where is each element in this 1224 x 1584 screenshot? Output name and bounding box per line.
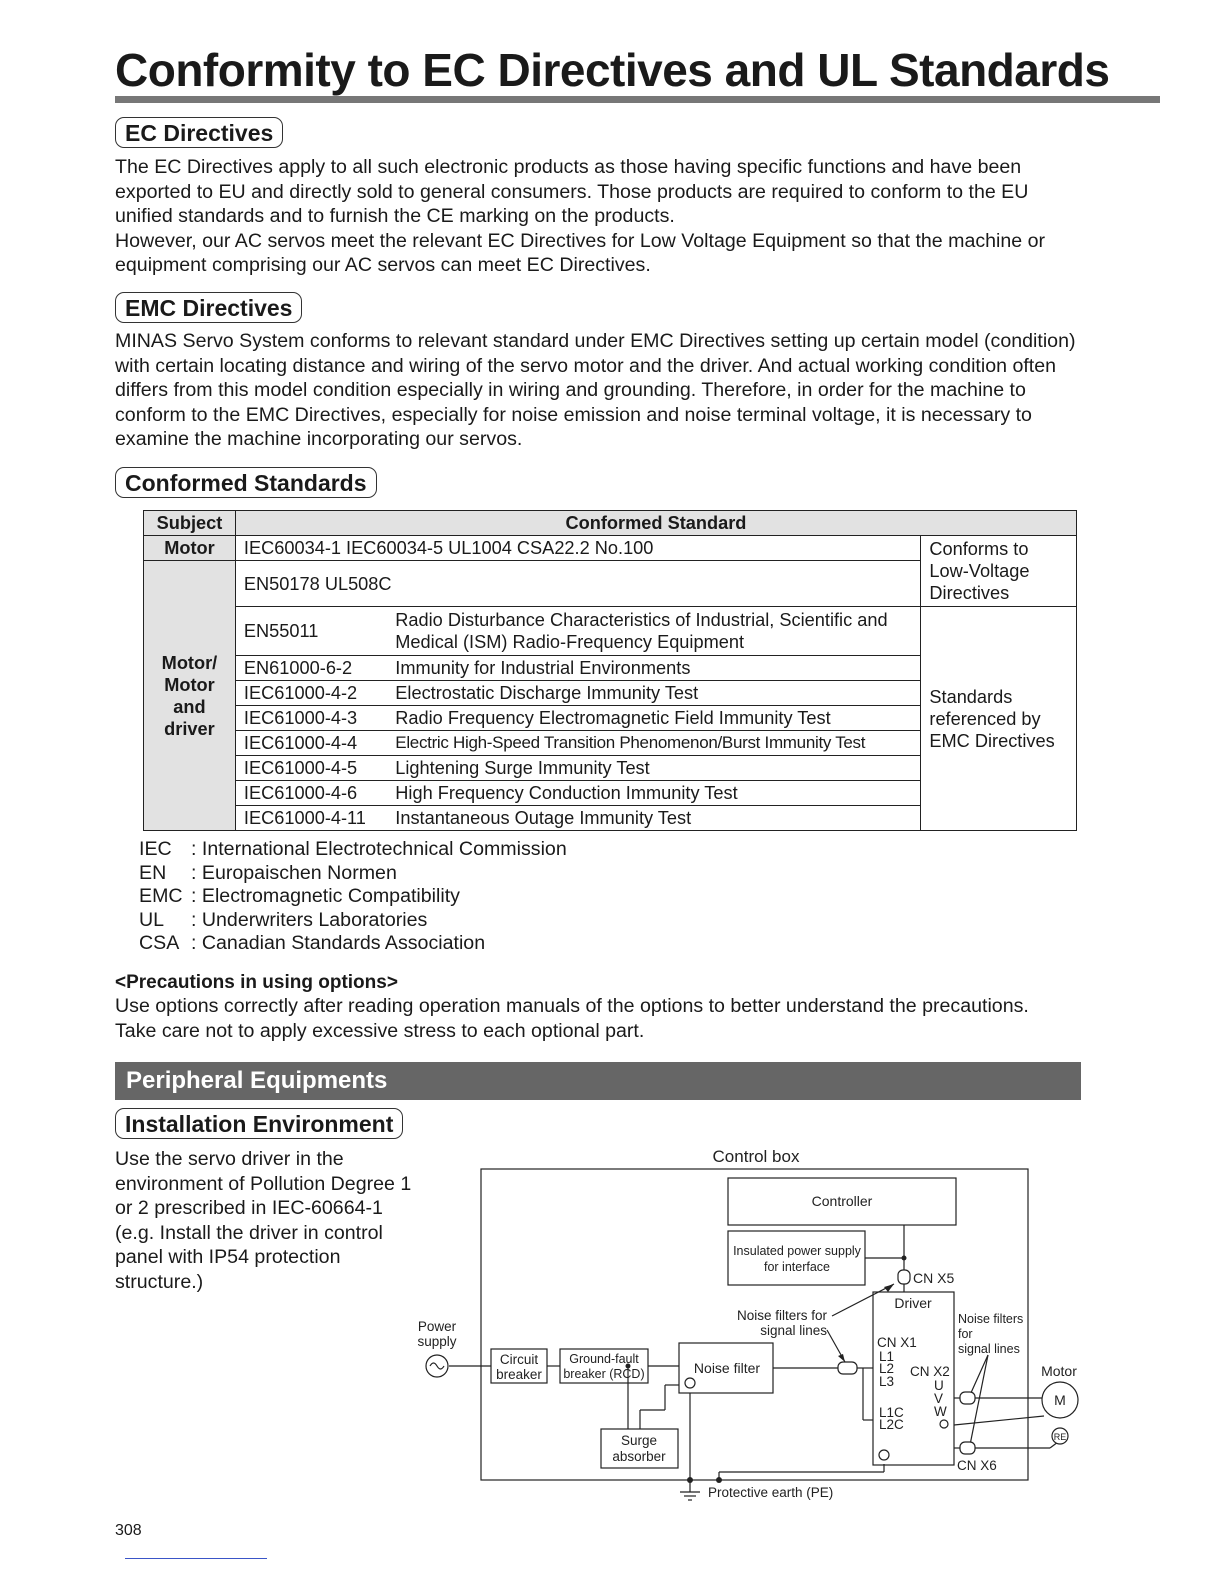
label-noise-filters-right-3: signal lines <box>958 1342 1020 1356</box>
label-circuit-breaker-2: breaker <box>496 1367 542 1382</box>
abbr-term: EN <box>139 861 167 884</box>
standard-desc: Immunity for Industrial Environments <box>391 656 921 681</box>
label-cnx2: CN X2 <box>910 1364 950 1379</box>
table-row <box>144 536 1077 561</box>
standard-desc: Electrostatic Discharge Immunity Test <box>391 681 921 706</box>
ferrite-core-icon <box>898 1270 910 1284</box>
abbr-meaning: : International Electrotechnical Commission <box>191 838 567 860</box>
label-l3: L3 <box>879 1374 895 1389</box>
standard-code: EN61000-6-2 <box>235 656 391 681</box>
abbr-term: CSA <box>139 932 180 954</box>
table-row <box>144 607 1077 656</box>
label-motor: Motor <box>1041 1363 1077 1379</box>
label-ground-fault-2: breaker (RCD) <box>563 1367 645 1381</box>
subject-motor-and-driver <box>144 561 236 831</box>
label-noise-filters-signal-1: Noise filters for <box>736 1308 827 1323</box>
header-subject: Subject <box>144 511 236 536</box>
abbr-meaning: : Canadian Standards Association <box>191 932 486 954</box>
label-noise-filters-right-2: for <box>958 1327 973 1341</box>
subject-line: Motor/ <box>161 652 218 673</box>
label-noise-filter: Noise filter <box>693 1360 761 1376</box>
table-header-row <box>144 511 1077 536</box>
ec-directives-heading: EC Directives <box>115 117 283 148</box>
abbr-meaning: : Europaischen Normen <box>191 861 397 884</box>
label-cnx1: CN X1 <box>877 1335 917 1350</box>
label-l2c: L2C <box>879 1417 904 1432</box>
label-surge-1: Surge <box>620 1433 658 1448</box>
list-item <box>139 909 567 933</box>
standard-desc: Electric High-Speed Transition Phenomenon/Burst Immunity Test <box>391 731 921 756</box>
ferrite-core-icon <box>960 1442 975 1454</box>
md-first-standards: EN50178 UL508C <box>235 561 920 607</box>
peripheral-equipments-band <box>115 1062 1081 1100</box>
standard-desc: Radio Frequency Electromagnetic Field Immunity Test <box>391 706 921 731</box>
label-power-2: supply <box>417 1334 457 1349</box>
installation-environment-text: Use the servo driver in the environment of Pollution Degree 1 or 2 prescribed in IEC-60664-1 (e.g. Install the driver in control panel with IP54 protection structure.) <box>115 1148 412 1293</box>
standards-table <box>143 510 1077 831</box>
standard-desc: Lightening Surge Immunity Test <box>391 756 921 781</box>
ferrite-core-icon <box>960 1392 975 1404</box>
precautions-line-2: Take care not to apply excessive stress to each optional part. <box>115 1019 645 1042</box>
abbr-term: UL <box>139 908 165 931</box>
standard-code: IEC61000-4-2 <box>235 681 391 706</box>
precautions-text <box>115 994 1090 1043</box>
standard-code: IEC61000-4-3 <box>235 706 391 731</box>
emc-directives-heading: EMC Directives <box>115 292 302 323</box>
note-low-voltage: Conforms to Low-Voltage Directives <box>921 536 1077 607</box>
insulated-power-supply-box <box>728 1231 865 1285</box>
label-m: M <box>1054 1392 1066 1408</box>
standard-code: IEC61000-4-5 <box>235 756 391 781</box>
subject-line: and <box>173 696 206 717</box>
label-circuit-breaker-1: Circuit <box>499 1352 539 1367</box>
abbr-term: EMC <box>139 885 183 907</box>
emc-paragraph-1: MINAS Servo System conforms to relevant standard under EMC Directives setting up certain model (condition) with certain locating distance and wiring of the servo motor and the driver. And actual working condition often differs from this model condition especially in wiring and grounding. Therefore, in order for the machine to conform to the EMC Directives, especially for noise emission and noise terminal voltage, it is necessary to examine the machine incorporating our servos. <box>115 330 1076 450</box>
label-control-box: Control box <box>712 1147 800 1166</box>
label-protective-earth: Protective earth (PE) <box>708 1485 834 1500</box>
abbr-meaning: : Electromagnetic Compatibility <box>191 885 460 907</box>
installation-diagram <box>405 1140 1105 1510</box>
list-item <box>139 885 567 909</box>
footer-link-line <box>125 1558 267 1559</box>
abbreviation-list <box>139 838 567 956</box>
page-title: Conformity to EC Directives and UL Standards <box>115 44 1110 96</box>
title-rule <box>115 96 1160 103</box>
label-surge-2: absorber <box>612 1449 666 1464</box>
ec-paragraph-1: The EC Directives apply to all such electronic products as those having specific functions and have been exported to EU and directly sold to general consumers. Those products are required to conform to the EU unified standards and to furnish the CE marking on the products. <box>115 156 1029 227</box>
page-number: 308 <box>115 1522 142 1539</box>
label-controller: Controller <box>811 1193 873 1209</box>
label-insulated-power-2: for interface <box>763 1260 831 1274</box>
label-cnx5: CN X5 <box>913 1270 955 1286</box>
list-item <box>139 838 567 862</box>
precautions-line-1: Use options correctly after reading operation manuals of the options to better understand the precautions. <box>115 995 1029 1017</box>
peripheral-equipments-title: Peripheral Equipments <box>126 1067 388 1094</box>
subject-motor: Motor <box>144 536 236 561</box>
precautions-heading: <Precautions in using options> <box>115 972 398 993</box>
label-insulated-power-1: Insulated power supply <box>733 1244 861 1258</box>
subject-line: Motor <box>164 674 215 695</box>
label-u: U <box>934 1378 944 1393</box>
list-item <box>139 862 567 886</box>
standard-code: IEC61000-4-6 <box>235 781 391 806</box>
standard-desc: Instantaneous Outage Immunity Test <box>391 806 921 831</box>
label-v: V <box>934 1391 944 1406</box>
standard-code: IEC61000-4-4 <box>235 731 391 756</box>
label-w: W <box>934 1404 947 1419</box>
note-emc: Standards referenced by EMC Directives <box>921 607 1077 831</box>
label-re: RE <box>1053 1432 1067 1442</box>
list-item <box>139 932 567 956</box>
label-cnx6: CN X6 <box>957 1458 997 1473</box>
label-ground-fault-1: Ground-fault <box>569 1352 639 1366</box>
subject-line: driver <box>164 718 215 739</box>
label-l2: L2 <box>879 1361 895 1376</box>
ec-paragraph-2: However, our AC servos meet the relevant EC Directives for Low Voltage Equipment so that the machine or equipment comprising our AC servos can meet EC Directives. <box>115 229 1046 276</box>
emc-directives-text <box>115 329 1085 452</box>
installation-environment-heading: Installation Environment <box>115 1108 403 1139</box>
label-driver: Driver <box>894 1295 932 1311</box>
label-l1: L1 <box>879 1349 895 1364</box>
standard-desc: Radio Disturbance Characteristics of Industrial, Scientific and Medical (ISM) Radio-Frequency Equipment <box>391 607 921 656</box>
standard-desc: High Frequency Conduction Immunity Test <box>391 781 921 806</box>
abbr-term: IEC <box>139 838 172 860</box>
conformed-standards-heading: Conformed Standards <box>115 467 377 498</box>
label-l1c: L1C <box>879 1405 904 1420</box>
label-power-1: Power <box>417 1319 457 1334</box>
abbr-meaning: : Underwriters Laboratories <box>191 908 428 931</box>
ec-directives-text <box>115 155 1085 278</box>
header-conformed-standard: Conformed Standard <box>235 511 1076 536</box>
label-noise-filters-signal-2: signal lines <box>760 1323 827 1338</box>
standard-code: IEC61000-4-11 <box>235 806 391 831</box>
standard-code: EN55011 <box>235 607 391 656</box>
label-noise-filters-right-1: Noise filters <box>958 1312 1024 1326</box>
ferrite-core-icon <box>838 1362 857 1374</box>
motor-standards: IEC60034-1 IEC60034-5 UL1004 CSA22.2 No.100 <box>235 536 920 561</box>
